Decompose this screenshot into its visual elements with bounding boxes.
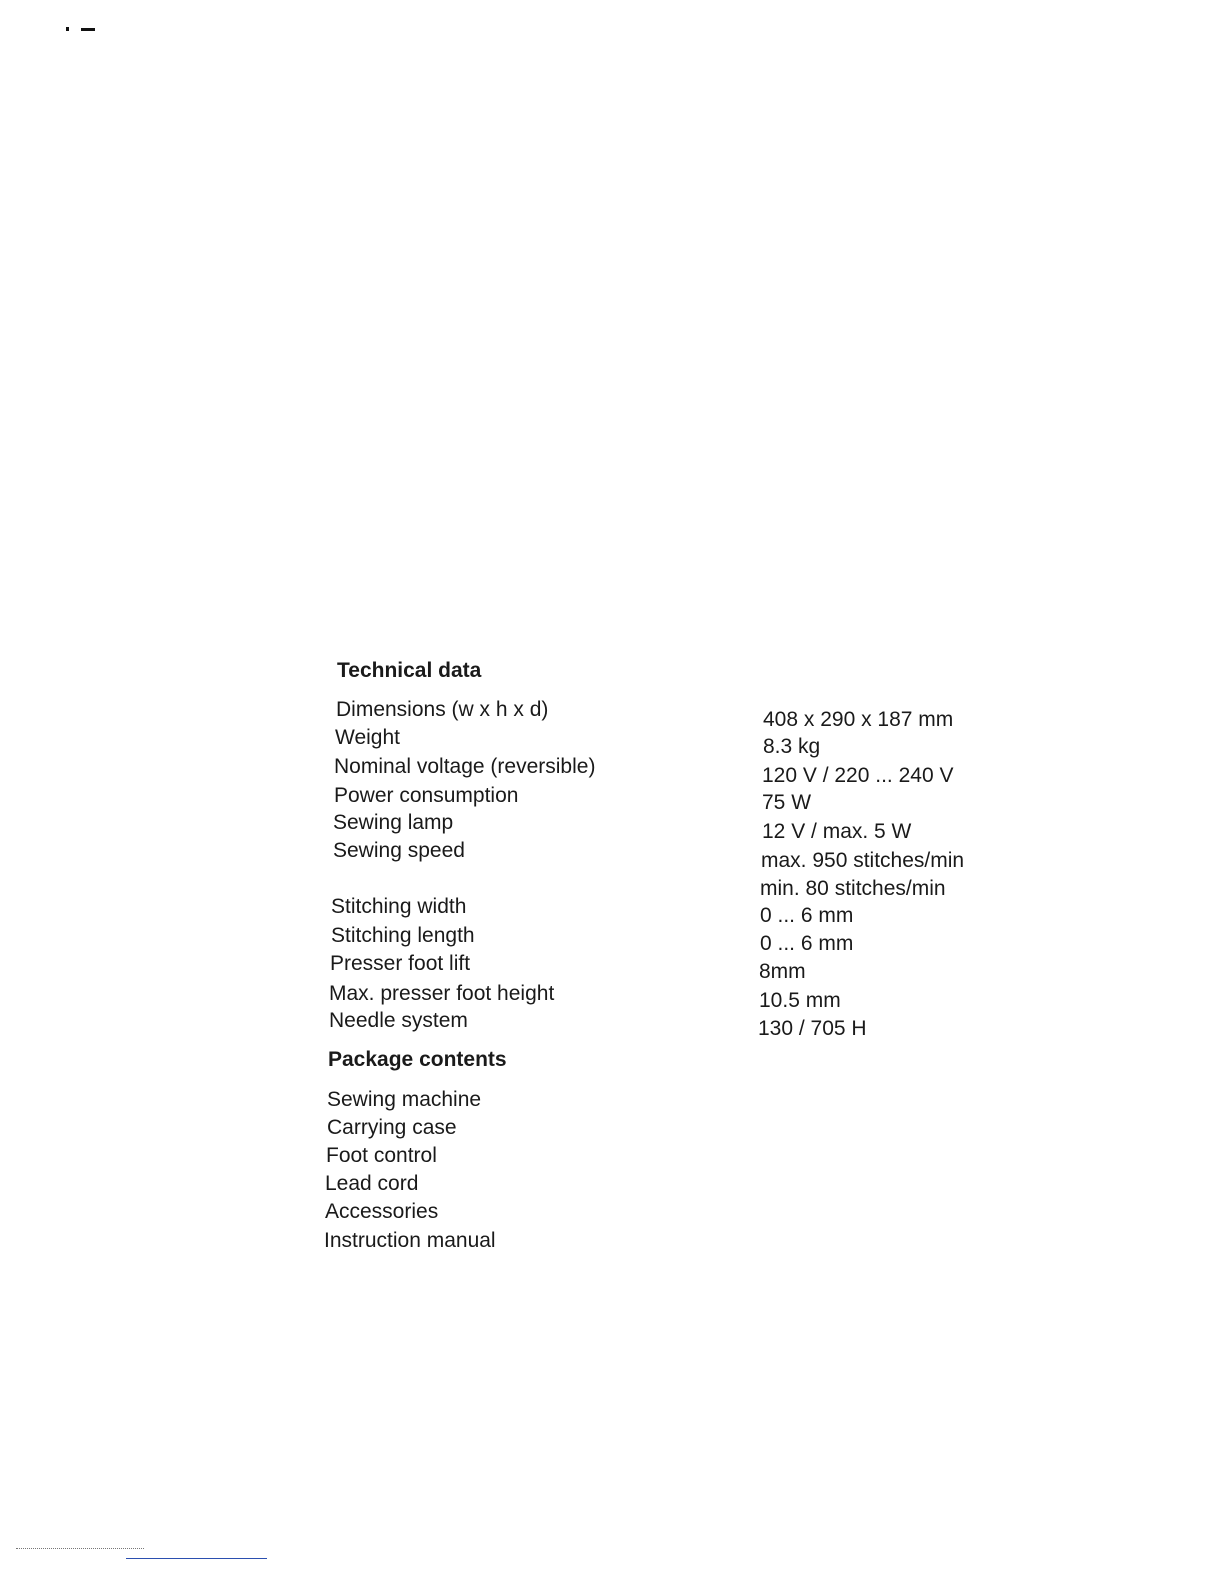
spec-value-stitching-width: 0 ... 6 mm	[760, 904, 854, 927]
scan-artifact	[16, 1548, 144, 1549]
spec-label-stitching-width: Stitching width	[331, 895, 467, 918]
spec-label-nominal-voltage: Nominal voltage (reversible)	[334, 755, 596, 778]
spec-label-sewing-speed: Sewing speed	[333, 839, 465, 862]
package-item: Carrying case	[327, 1116, 457, 1139]
package-contents-heading: Package contents	[328, 1048, 507, 1071]
spec-label-dimensions: Dimensions (w x h x d)	[336, 698, 549, 721]
spec-value-sewing-speed-min: min. 80 stitches/min	[760, 877, 946, 900]
spec-label-power-consumption: Power consumption	[334, 784, 519, 807]
package-item: Sewing machine	[327, 1088, 482, 1111]
spec-label-presser-foot-lift: Presser foot lift	[330, 952, 471, 975]
spec-value-sewing-lamp: 12 V / max. 5 W	[762, 820, 912, 843]
package-item: Lead cord	[325, 1172, 419, 1195]
spec-value-nominal-voltage: 120 V / 220 ... 240 V	[762, 764, 954, 787]
spec-value-needle-system: 130 / 705 H	[758, 1017, 867, 1040]
spec-label-max-presser-foot-height: Max. presser foot height	[329, 982, 555, 1005]
corner-dash	[81, 28, 95, 31]
corner-dot	[66, 27, 69, 31]
technical-data-heading: Technical data	[337, 659, 482, 682]
package-item: Foot control	[326, 1144, 437, 1167]
package-item: Instruction manual	[324, 1229, 496, 1252]
spec-label-stitching-length: Stitching length	[331, 924, 475, 947]
spec-value-power-consumption: 75 W	[762, 791, 812, 814]
spec-value-max-presser-foot-height: 10.5 mm	[759, 989, 841, 1012]
package-item: Accessories	[325, 1200, 439, 1223]
spec-value-stitching-length: 0 ... 6 mm	[760, 932, 854, 955]
spec-value-dimensions: 408 x 290 x 187 mm	[763, 708, 954, 731]
spec-label-weight: Weight	[335, 726, 400, 749]
footer-rule	[126, 1558, 267, 1559]
spec-value-presser-foot-lift: 8mm	[759, 960, 806, 983]
spec-value-sewing-speed-max: max. 950 stitches/min	[761, 849, 965, 872]
spec-value-weight: 8.3 kg	[763, 735, 821, 758]
spec-label-needle-system: Needle system	[329, 1009, 468, 1032]
spec-label-sewing-lamp: Sewing lamp	[333, 811, 454, 834]
